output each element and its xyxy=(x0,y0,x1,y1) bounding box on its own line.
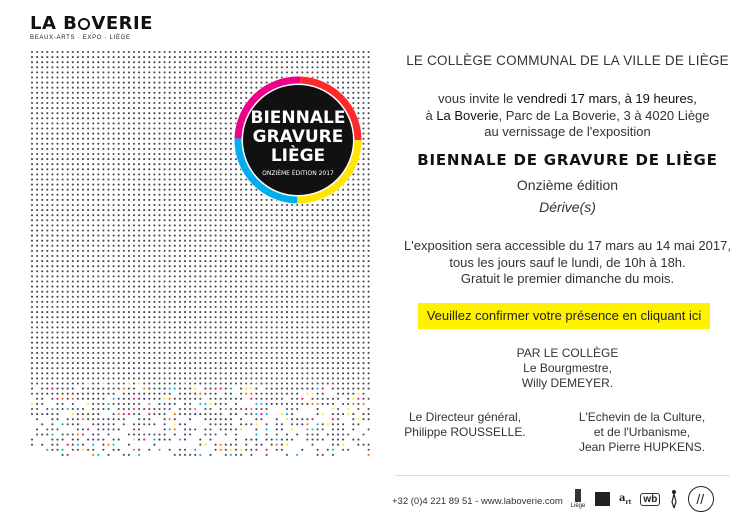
college-heading: LE COLLÈGE COMMUNAL DE LA VILLE DE LIÈGE xyxy=(406,53,729,68)
invitation-line1: vous invite le vendredi 17 mars, à 19 heures, xyxy=(438,91,697,106)
biennale-badge xyxy=(234,76,362,204)
exhibition-edition: Onzième édition xyxy=(516,177,619,193)
alderman-name: Jean Pierre HUPKENS. xyxy=(578,440,706,454)
partner-art-logo-icon: $a_{rt}$ xyxy=(619,492,632,506)
dot-pattern-graphic xyxy=(30,50,375,460)
footer-divider xyxy=(395,475,730,476)
badge-line1: BIENNALE xyxy=(250,108,346,128)
badge-line2: GRAVURE xyxy=(252,127,344,147)
director-signature xyxy=(385,410,545,440)
partner-logos xyxy=(570,484,714,514)
college-signature xyxy=(395,346,740,391)
exhibition-theme: Dérive(s) xyxy=(539,199,596,215)
footer-contact[interactable]: +32 (0)4 221 89 51 - www.laboverie.com xyxy=(392,496,563,507)
badge-edition: ONZIÈME ÉDITION 2017 xyxy=(262,170,334,177)
access-info xyxy=(395,238,740,288)
dot-pattern-artwork xyxy=(30,50,375,460)
figure-logo-icon xyxy=(669,489,679,509)
access-free: Gratuit le premier dimanche du mois. xyxy=(460,271,675,286)
par-label: PAR LE COLLÈGE xyxy=(516,346,619,360)
mayor-name: Willy DEMEYER. xyxy=(521,376,614,390)
director-name: Philippe ROUSSELLE. xyxy=(404,425,526,439)
partner-box-logo-icon xyxy=(595,492,610,506)
invitation-line2: à La Boverie, Parc de La Boverie, 3 à 4020 Liège xyxy=(425,107,710,123)
la-boverie-logo xyxy=(30,14,153,41)
liege-logo-icon: Liège xyxy=(570,489,586,509)
invitation-text xyxy=(395,91,740,141)
logo-tagline: BEAUX-ARTS · EXPO · LIÈGE xyxy=(30,35,131,41)
exhibition-title: BIENNALE DE GRAVURE DE LIÈGE xyxy=(417,151,718,169)
logo-o-icon xyxy=(78,18,90,30)
alderman-title: L'Echevin de la Culture, xyxy=(578,410,706,424)
mayor-title: Le Bourgmestre, xyxy=(523,361,612,375)
circle-logo-icon: // xyxy=(688,486,714,512)
alderman-signature xyxy=(558,410,726,455)
director-title: Le Directeur général, xyxy=(408,410,522,424)
badge-line3: LIÈGE xyxy=(270,146,326,166)
wallonie-bruxelles-logo-icon: wb xyxy=(640,493,660,506)
invitation-line3: au vernissage de l'exposition xyxy=(484,124,651,139)
confirm-presence-button[interactable]: Veuillez confirmer votre présence en cliquant ici xyxy=(418,303,710,329)
alderman-title-2: et de l'Urbanisme, xyxy=(593,425,691,439)
logo-wordmark: LA B VERIE xyxy=(30,13,153,34)
access-hours: tous les jours sauf le lundi, de 10h à 18h. xyxy=(449,254,686,270)
access-dates: L'exposition sera accessible du 17 mars au 14 mai 2017, xyxy=(404,238,731,253)
